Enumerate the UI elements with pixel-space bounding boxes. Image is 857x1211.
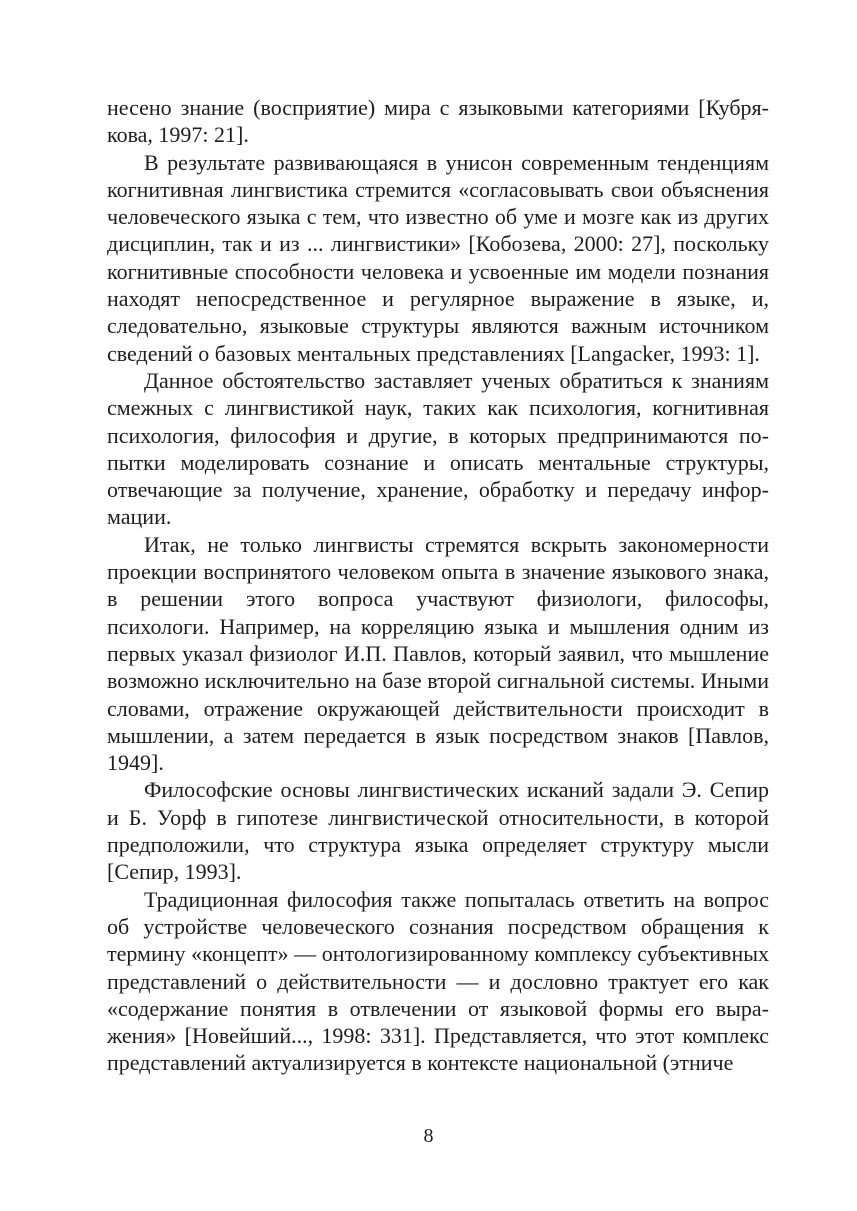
paragraph-2: В результате развивающаяся в унисон современным тенденциям когнитивная лингвистика стремится «согласовывать свои объяснения человеческого языка с тем, что известно об уме и мозге как из других дисциплин, так и из ... лингвистики» [Кобозева, 2000: 27], поскольку когнитивные способности человека и усвоенные им модели познания находят непосредственное и регулярное выражение в языке, и, следовательно, языковые структуры являются важным источником сведений о базовых ментальных представлениях [Langacker, 1993: 1]. [107,149,769,366]
page-number: 8 [423,1125,434,1147]
paragraph-1: несено знание (восприятие) мира с языковыми категориями [Кубрякова, 1997: 21]. [107,95,769,148]
paragraph-3: Данное обстоятельство заставляет ученых обратиться к знаниям смежных с лингвистикой наук, таких как психология, когнитивная психология, философия и другие, в которых предпринимаются попытки моделировать сознание и описать ментальные структуры, отвечающие за получение, хранение, обработку и передачу информации. [107,367,769,530]
paragraph-4: Итак, не только лингвисты стремятся вскрыть закономерности проекции воспринятого человеком опыта в значение языкового знака, в решении этого вопроса участвуют физиологи, философы, психологи. Например, на корреляцию языка и мышления одним из первых указал физиолог И.П. Павлов, который заявил, что мышление возможно исключительно на базе второй сигнальной системы. Иными словами, отражение окружающей действительности происходит в мышлении, а затем передается в язык посредством знаков [Павлов, 1949]. [107,531,769,776]
body-text [107,94,769,1077]
paragraph-5: Философские основы лингвистических исканий задали Э. Сепир и Б. Уорф в гипотезе лингвистической относительности, в которой предположили, что структура языка определяет структуру мысли [Сепир, 1993]. [107,777,769,885]
paragraph-6: Традиционная философия также попыталась ответить на вопрос об устройстве человеческого сознания посредством обращения к термину «концепт» — онтологизированному комплексу субъективных представлений о действительности — и дословно трактует его как «содержание понятия в отвлечении от языковой формы его выражения» [Новейший..., 1998: 331]. Представляется, что этот комплекс представлений актуализируется в контексте национальной (этниче [107,886,769,1076]
